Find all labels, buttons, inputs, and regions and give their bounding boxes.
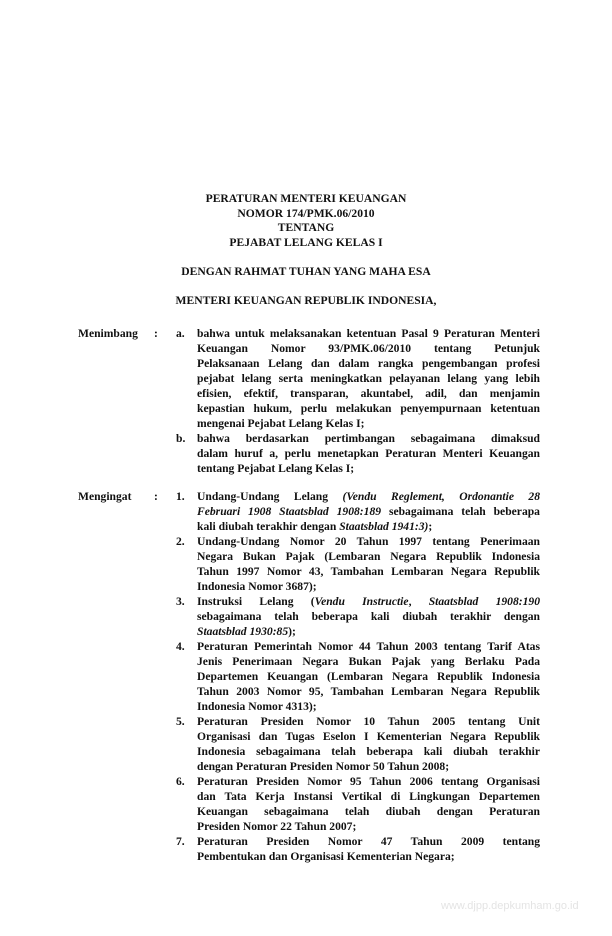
item-marker: 6. <box>176 775 185 788</box>
text-line <box>197 834 540 849</box>
text-line <box>197 564 540 579</box>
list-item <box>176 714 540 774</box>
text-line <box>197 744 540 759</box>
text-line <box>197 386 540 401</box>
text-line <box>197 654 540 669</box>
italic-text: Vendu Instructie <box>314 595 409 608</box>
text-segment: bahwa untuk melaksanakan ketentuan Pasal 9 Peraturan Menteri <box>197 327 540 340</box>
text-segment: Indonesia sebagaimana telah beberapa kali diubah terakhir <box>197 745 540 758</box>
text-segment: kali diubah terakhir dengan <box>197 520 340 533</box>
text-segment: Pembentukan dan Organisasi Kementerian Negara; <box>197 850 455 863</box>
item-marker: 2. <box>176 535 185 548</box>
list-item <box>176 774 540 834</box>
text-line <box>197 579 540 594</box>
text-segment: ; <box>428 520 433 533</box>
text-line <box>197 341 540 356</box>
text-segment: Pelaksanaan Lelang dan dalam rangka pengembangan profesi <box>197 357 540 370</box>
item-marker: 1. <box>176 490 185 503</box>
section-label: Menimbang <box>78 327 138 340</box>
list-item <box>176 326 540 431</box>
text-segment: ); <box>288 625 296 638</box>
text-line <box>197 534 540 549</box>
text-segment: Tahun 2003 Nomor 95, Tambahan Lembaran Negara Republik <box>197 685 540 698</box>
text-line <box>197 849 540 864</box>
text-segment: Peraturan Presiden Nomor 10 Tahun 2005 tentang Unit <box>197 715 540 728</box>
text-line <box>197 669 540 684</box>
section-label: Mengingat <box>78 490 132 503</box>
list-item <box>176 431 540 476</box>
text-segment: tentang Pejabat Lelang Kelas I; <box>197 462 355 475</box>
text-line <box>197 489 540 504</box>
text-segment: kepastian hukum, perlu melakukan penyempurnaan ketentuan <box>197 402 540 415</box>
text-segment: Keuangan Nomor 93/PMK.06/2010 tentang Petunjuk <box>197 342 540 355</box>
italic-text: Februari 1908 Staatsblad 1908:189 <box>197 505 382 518</box>
text-segment: Keuangan sebagaimana telah diubah dengan Peraturan <box>197 805 540 818</box>
text-line <box>197 639 540 654</box>
text-segment: dalam huruf a, perlu menetapkan Peraturan Menteri Keuangan <box>197 447 540 460</box>
text-segment: , <box>408 595 429 608</box>
text-line <box>197 819 540 834</box>
italic-text: Staatsblad 1908:190 <box>428 595 541 608</box>
text-segment: Jenis Penerimaan Negara Bukan Pajak yang Berlaku Pada <box>197 655 540 668</box>
text-line <box>197 461 540 476</box>
text-line <box>197 326 540 341</box>
text-segment: Organisasi dan Tugas Eselon I Kementerian Negara Republik <box>197 730 540 743</box>
text-segment: Peraturan Presiden Nomor 95 Tahun 2006 tentang Organisasi <box>197 775 540 788</box>
text-line <box>197 431 540 446</box>
text-segment: mengenai Pejabat Lelang Kelas I; <box>197 417 365 430</box>
item-marker: 4. <box>176 640 185 653</box>
text-segment: dengan Peraturan Presiden Nomor 50 Tahun 2008; <box>197 760 450 773</box>
text-segment: Indonesia Nomor 3687); <box>197 580 317 593</box>
text-line <box>197 714 540 729</box>
text-segment: Tahun 1997 Nomor 43, Tambahan Lembaran Negara Republik <box>197 565 540 578</box>
text-line <box>197 729 540 744</box>
item-list <box>176 489 540 864</box>
list-item <box>176 594 540 639</box>
italic-text: (Vendu Reglement, Ordonantie 28 <box>342 490 541 503</box>
text-line <box>197 519 540 534</box>
text-line <box>197 684 540 699</box>
item-marker: b. <box>176 432 186 445</box>
item-marker: 7. <box>176 835 185 848</box>
section-colon: : <box>154 490 158 503</box>
text-segment: sebagaimana telah beberapa <box>381 505 540 518</box>
text-segment: bahwa berdasarkan pertimbangan sebagaimana dimaksud <box>197 432 540 445</box>
text-line <box>197 624 540 639</box>
italic-text: Staatsblad 1941:3) <box>339 520 429 533</box>
text-line <box>197 804 540 819</box>
list-item <box>176 639 540 714</box>
list-item <box>176 489 540 534</box>
list-item <box>176 834 540 864</box>
title-number: NOMOR 174/PMK.06/2010 <box>237 206 375 220</box>
text-line <box>197 549 540 564</box>
text-line <box>197 356 540 371</box>
text-segment: Peraturan Pemerintah Nomor 44 Tahun 2003 tentang Tarif Atas <box>197 640 540 653</box>
text-line <box>197 504 540 519</box>
title-line: PERATURAN MENTERI KEUANGAN <box>205 192 407 205</box>
authority: MENTERI KEUANGAN REPUBLIK INDONESIA, <box>175 294 437 307</box>
title-line: TENTANG <box>277 221 335 235</box>
text-segment: Negara Bukan Pajak (Lembaran Negara Republik Indonesia <box>197 550 540 563</box>
text-line <box>197 699 540 714</box>
text-segment: Indonesia Nomor 4313); <box>197 700 317 713</box>
text-line <box>197 759 540 774</box>
text-line <box>197 371 540 386</box>
document-title <box>0 192 612 250</box>
text-segment: Peraturan Presiden Nomor 47 Tahun 2009 tentang <box>197 835 540 848</box>
text-segment: pejabat lelang serta meningkatkan pelayanan lelang yang lebih <box>197 372 540 385</box>
text-segment: Undang-Undang Lelang <box>197 490 343 503</box>
text-line <box>197 416 540 431</box>
text-segment: efisien, efektif, transparan, akuntabel, adil, dan menjamin <box>197 387 540 400</box>
watermark: www.djpp.depkumham.go.id <box>441 900 579 912</box>
italic-text: Staatsblad 1930:85 <box>197 625 289 638</box>
list-item <box>176 534 540 594</box>
text-line <box>197 594 540 609</box>
text-line <box>197 446 540 461</box>
item-marker: 3. <box>176 595 185 608</box>
section-colon: : <box>154 327 158 340</box>
text-segment: Departemen Keuangan (Lembaran Negara Republik Indonesia <box>197 670 540 683</box>
text-segment: sebagaimana telah beberapa kali diubah terakhir dengan <box>197 610 540 623</box>
text-line <box>197 609 540 624</box>
title-subject: PEJABAT LELANG KELAS I <box>229 235 383 249</box>
item-marker: 5. <box>176 715 185 728</box>
text-line <box>197 401 540 416</box>
text-segment: Instruksi Lelang ( <box>197 595 315 608</box>
text-line <box>197 789 540 804</box>
text-segment: Presiden Nomor 22 Tahun 2007; <box>197 820 357 833</box>
text-segment: Undang-Undang Nomor 20 Tahun 1997 tentang Penerimaan <box>197 535 540 548</box>
item-marker: a. <box>176 327 185 340</box>
text-line <box>197 774 540 789</box>
blessing: DENGAN RAHMAT TUHAN YANG MAHA ESA <box>181 265 431 278</box>
text-segment: dan Tata Kerja Instansi Vertikal di Lingkungan Departemen <box>197 790 540 803</box>
item-list <box>176 326 540 476</box>
